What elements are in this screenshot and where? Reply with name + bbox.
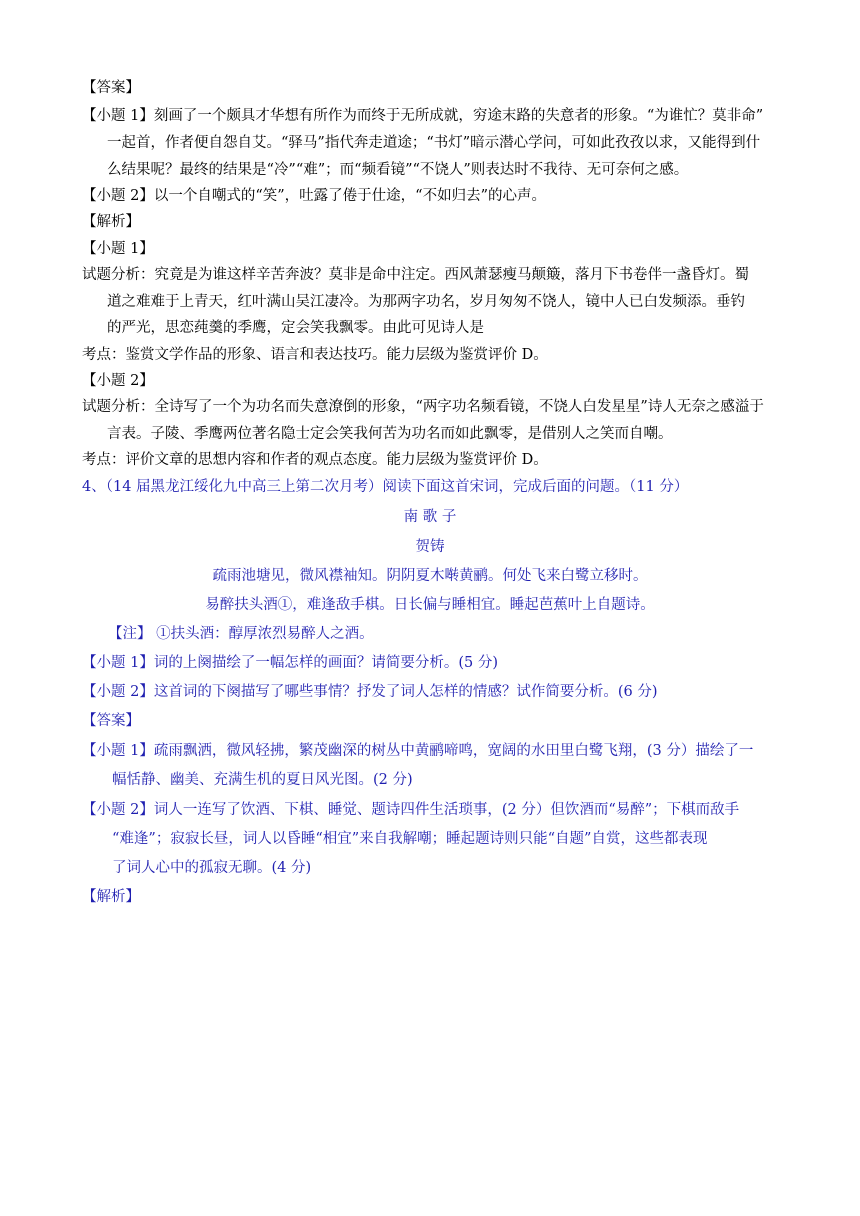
- analysis-sub1-line: 的严光，思恋莼羹的季鹰，定会笑我飘零。由此可见诗人是: [107, 320, 484, 336]
- answer-heading: 【答案】: [82, 713, 140, 729]
- analysis-heading: 【解析】: [82, 889, 140, 905]
- analysis-sub2-keypoint: 考点：评价文章的思想内容和作者的观点态度。能力层级为鉴赏评价 D。: [82, 452, 548, 468]
- analysis-sub2-line: 试题分析：全诗写了一个为功名而失意潦倒的形象，“两字功名频看镜，不饶人白发星星”诗人无奈之感溢于: [82, 399, 764, 415]
- poem-author: 贺铸: [415, 539, 445, 555]
- answer-heading: 【答案】: [82, 80, 140, 96]
- answer-q1-line: 【小题 1】疏雨飘洒，微风轻拂，繁茂幽深的树丛中黄鹂啼鸣，宽阔的水田里白鹭飞翔，(3 分）描绘了一: [82, 743, 754, 759]
- answer-q1-line: 一起首，作者便自怨自艾。“驿马”指代奔走道途；“书灯”暗示潜心学问，可如此孜孜以求，又能得到什: [107, 135, 761, 151]
- analysis-sub1-line: 道之难难于上青天，红叶满山吴江凄冷。为那两字功名，岁月匆匆不饶人，镜中人已白发频添。垂钓: [107, 294, 745, 310]
- answer-q1-line: 么结果呢？最终的结果是“冷”“难”；而“频看镜”“不饶人”则表达时不我待、无可奈何之感。: [107, 162, 689, 178]
- question-q1: 【小题 1】词的上阕描绘了一幅怎样的画面？请简要分析。(5 分): [82, 655, 498, 671]
- analysis-sub1-line: 试题分析：究竟是为谁这样辛苦奔波？莫非是命中注定。西风萧瑟瘦马颠簸，落月下书卷伴一盏昏灯。蜀: [82, 267, 749, 283]
- analysis-sub2-heading: 【小题 2】: [82, 373, 154, 389]
- analysis-sub1-keypoint: 考点：鉴赏文学作品的形象、语言和表达技巧。能力层级为鉴赏评价 D。: [82, 347, 548, 363]
- analysis-sub1-heading: 【小题 1】: [82, 241, 154, 257]
- answer-q2-line: “难逢”；寂寂长昼，词人以昏睡“相宜”来自我解嘲；睡起题诗则只能“自题”自赏，这些都表现: [112, 831, 708, 847]
- analysis-heading: 【解析】: [82, 214, 140, 230]
- poem-line: 易醉扶头酒①，难逢敌手棋。日长偏与睡相宜。睡起芭蕉叶上自题诗。: [205, 597, 655, 613]
- poem-note: 【注】 ①扶头酒：醇厚浓烈易醉人之酒。: [108, 626, 374, 642]
- answer-q1-line: 幅恬静、幽美、充满生机的夏日风光图。(2 分): [112, 772, 413, 788]
- answer-q2-line: 【小题 2】词人一连写了饮酒、下棋、睡觉、题诗四件生活琐事，(2 分）但饮酒而“易醉”；下棋而敌手: [82, 802, 740, 818]
- question-q2: 【小题 2】这首词的下阕描写了哪些事情？抒发了词人怎样的情感？试作简要分析。(6 分): [82, 684, 658, 700]
- answer-q1-line: 【小题 1】刻画了一个颇具才华想有所作为而终于无所成就，穷途末路的失意者的形象。“为谁忙？莫非命”: [82, 108, 764, 124]
- answer-q2-line: 【小题 2】以一个自嘲式的“笑”，吐露了倦于仕途，“不如归去”的心声。: [82, 188, 546, 204]
- question-heading: 4、（14 届黑龙江绥化九中高三上第二次月考）阅读下面这首宋词，完成后面的问题。（11 分）: [82, 479, 689, 495]
- poem-title: 南 歌 子: [403, 509, 457, 525]
- poem-line: 疏雨池塘见，微风襟袖知。阴阴夏木啭黄鹂。何处飞来白鹭立移时。: [212, 568, 648, 584]
- analysis-sub2-line: 言表。子陵、季鹰两位著名隐士定会笑我何苦为功名而如此飘零，是借别人之笑而自嘲。: [107, 426, 673, 442]
- answer-q2-line: 了词人心中的孤寂无聊。(4 分): [112, 860, 312, 876]
